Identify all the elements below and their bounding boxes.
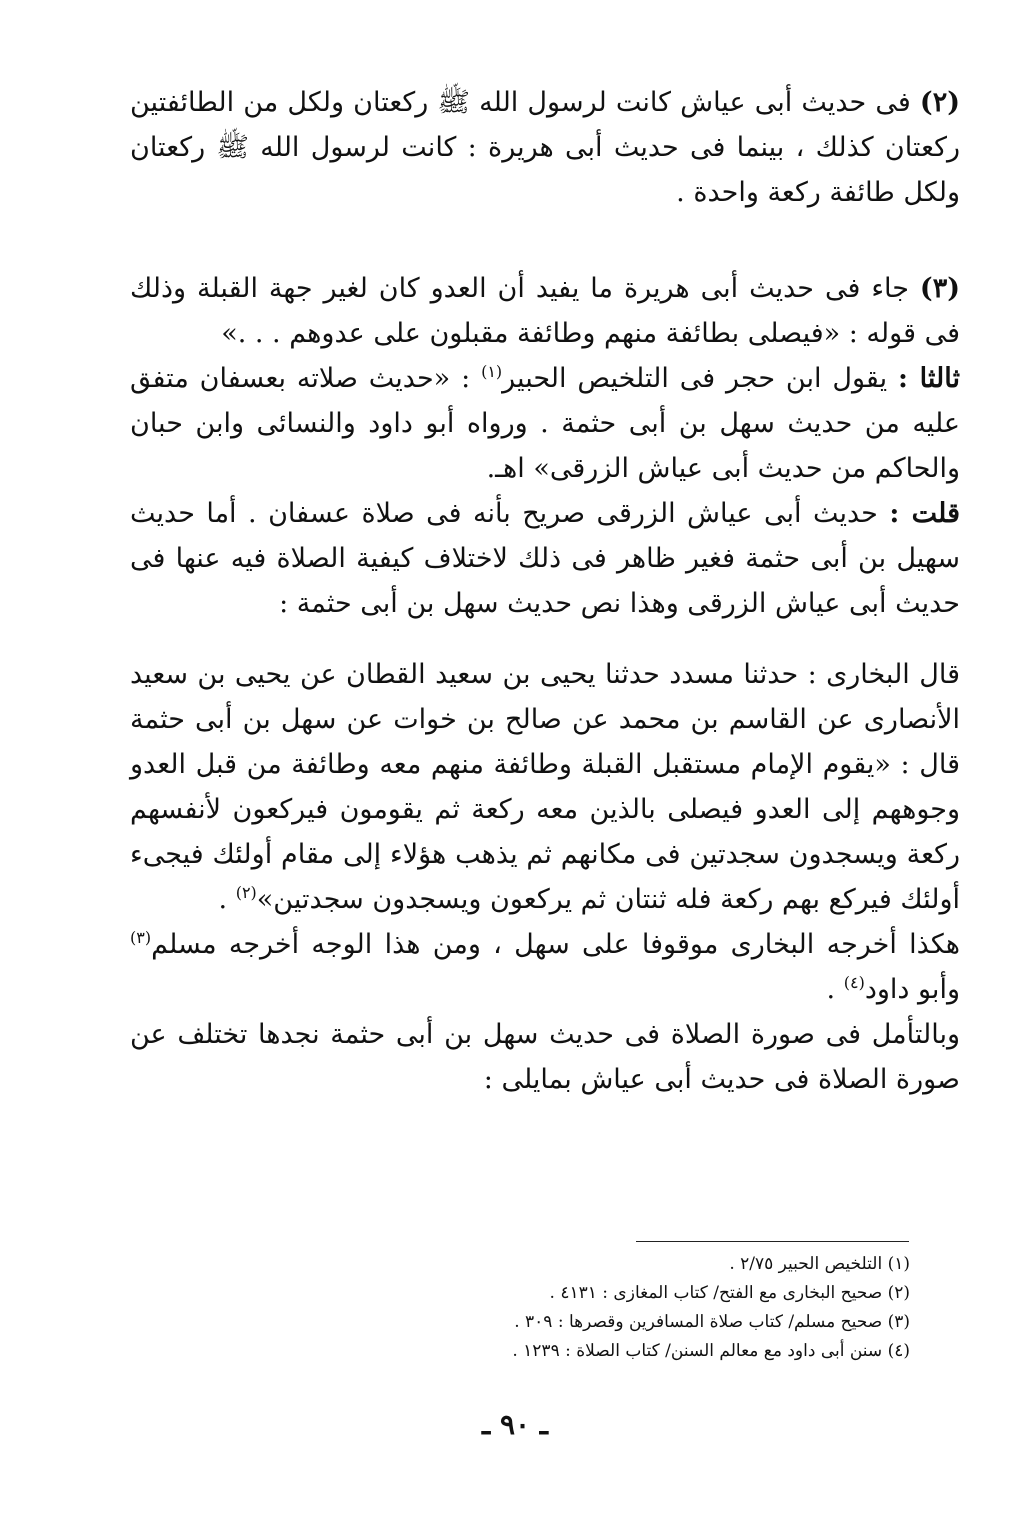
footnote-2: (٢) صحيح البخارى مع الفتح/ كتاب المغازى : ٤١٣١ . (549, 1283, 910, 1303)
paragraph-text: جاء فى حديث أبى هريرة ما يفيد أن العدو كان لغير جهة القبلة وذلك فى قوله : «فيصلى بطائفة منهم وطائفة مقبلون على عدوهم . . .» (130, 273, 960, 349)
footnote-ref: (١) (481, 362, 503, 381)
paragraph-reflection (130, 1012, 960, 1102)
paragraph-point-3 (130, 266, 960, 356)
point-marker: (٢) (919, 87, 960, 118)
paragraph-text: يقول ابن حجر فى التلخيص الحبير (502, 363, 888, 394)
footnotes (390, 1250, 910, 1366)
lead-word: ثالثا : (897, 363, 960, 394)
body-block-1 (130, 80, 960, 215)
paragraph-text: فى حديث أبى عياش كانت لرسول الله ﷺ ركعتان ولكل من الطائفتين ركعتان كذلك ، بينما فى حديث أبى هريرة : كانت لرسول الله ﷺ ركعتان ولكل طائفة ركعة واحدة . (130, 87, 960, 208)
footnote-divider (636, 1241, 909, 1242)
body-block-3 (130, 652, 960, 1102)
paragraph-text: هكذا أخرجه البخارى موقوفا على سهل ، ومن هذا الوجه أخرجه مسلم (151, 929, 960, 960)
paragraph-text: وبالتأمل فى صورة الصلاة فى حديث سهل بن أبى حثمة نجدها تختلف عن صورة الصلاة فى حديث أبى عياش بمايلى : (130, 1019, 960, 1095)
footnote-ref: (٤) (843, 973, 865, 992)
paragraph-end: . (218, 884, 228, 915)
footnote-ref: (٣) (130, 928, 152, 947)
lead-word: قلت : (889, 498, 960, 529)
paragraph-i-said (130, 491, 960, 626)
point-marker: (٣) (919, 273, 960, 304)
page-number: ـ ٩٠ ـ (482, 1408, 548, 1441)
footnote-ref: (٢) (235, 883, 257, 902)
footnote-3: (٣) صحيح مسلم/ كتاب صلاة المسافرين وقصرها : ٣٠٩ . (514, 1312, 910, 1332)
footnote-4: (٤) سنن أبى داود مع معالم السنن/ كتاب الصلاة : ١٢٣٩ . (512, 1341, 910, 1361)
paragraph-hadith-quote (130, 652, 960, 922)
paragraph-text: قال البخارى : حدثنا مسدد حدثنا يحيى بن سعيد القطان عن يحيى بن سعيد الأنصارى عن القاسم بن محمد عن صالح بن خوات عن سهل بن أبى حثمة قال : «يقوم الإمام مستقبل القبلة وطائفة منهم معه وطائفة من قبل العدو وجوههم إلى العدو فيصلى بالذين معه ركعة ثم يقومون فيركعون لأنفسهم ركعة ويسجدون سجدتين فى مكانهم ثم يذهب هؤلاء إلى مقام أولئك فيجىء أولئك فيركع بهم ركعة فله ثنتان ثم يركعون ويسجدون سجدتين» (130, 659, 960, 915)
paragraph-text: حديث أبى عياش الزرقى صريح بأنه فى صلاة عسفان . أما حديث سهيل بن أبى حثمة فغير ظاهر فى ذلك لاختلاف كيفية الصلاة فيه عنها فى حديث أبى عياش الزرقى وهذا نص حديث سهل بن أبى حثمة : (130, 498, 960, 619)
paragraph-point-2 (130, 80, 960, 215)
paragraph-thirdly (130, 356, 960, 491)
footnote-1: (١) التلخيص الحبير ٢/٧٥ . (729, 1254, 910, 1274)
paragraph-thus (130, 922, 960, 1012)
paragraph-end: . (826, 974, 836, 1005)
body-block-2 (130, 266, 960, 626)
paragraph-text: : «حديث صلاته بعسفان متفق عليه من حديث سهل بن أبى حثمة . ورواه أبو داود والنسائى وابن حبان والحاكم من حديث أبى عياش الزرقى» اهـ. (130, 363, 960, 484)
paragraph-text: وأبو داود (864, 974, 960, 1005)
